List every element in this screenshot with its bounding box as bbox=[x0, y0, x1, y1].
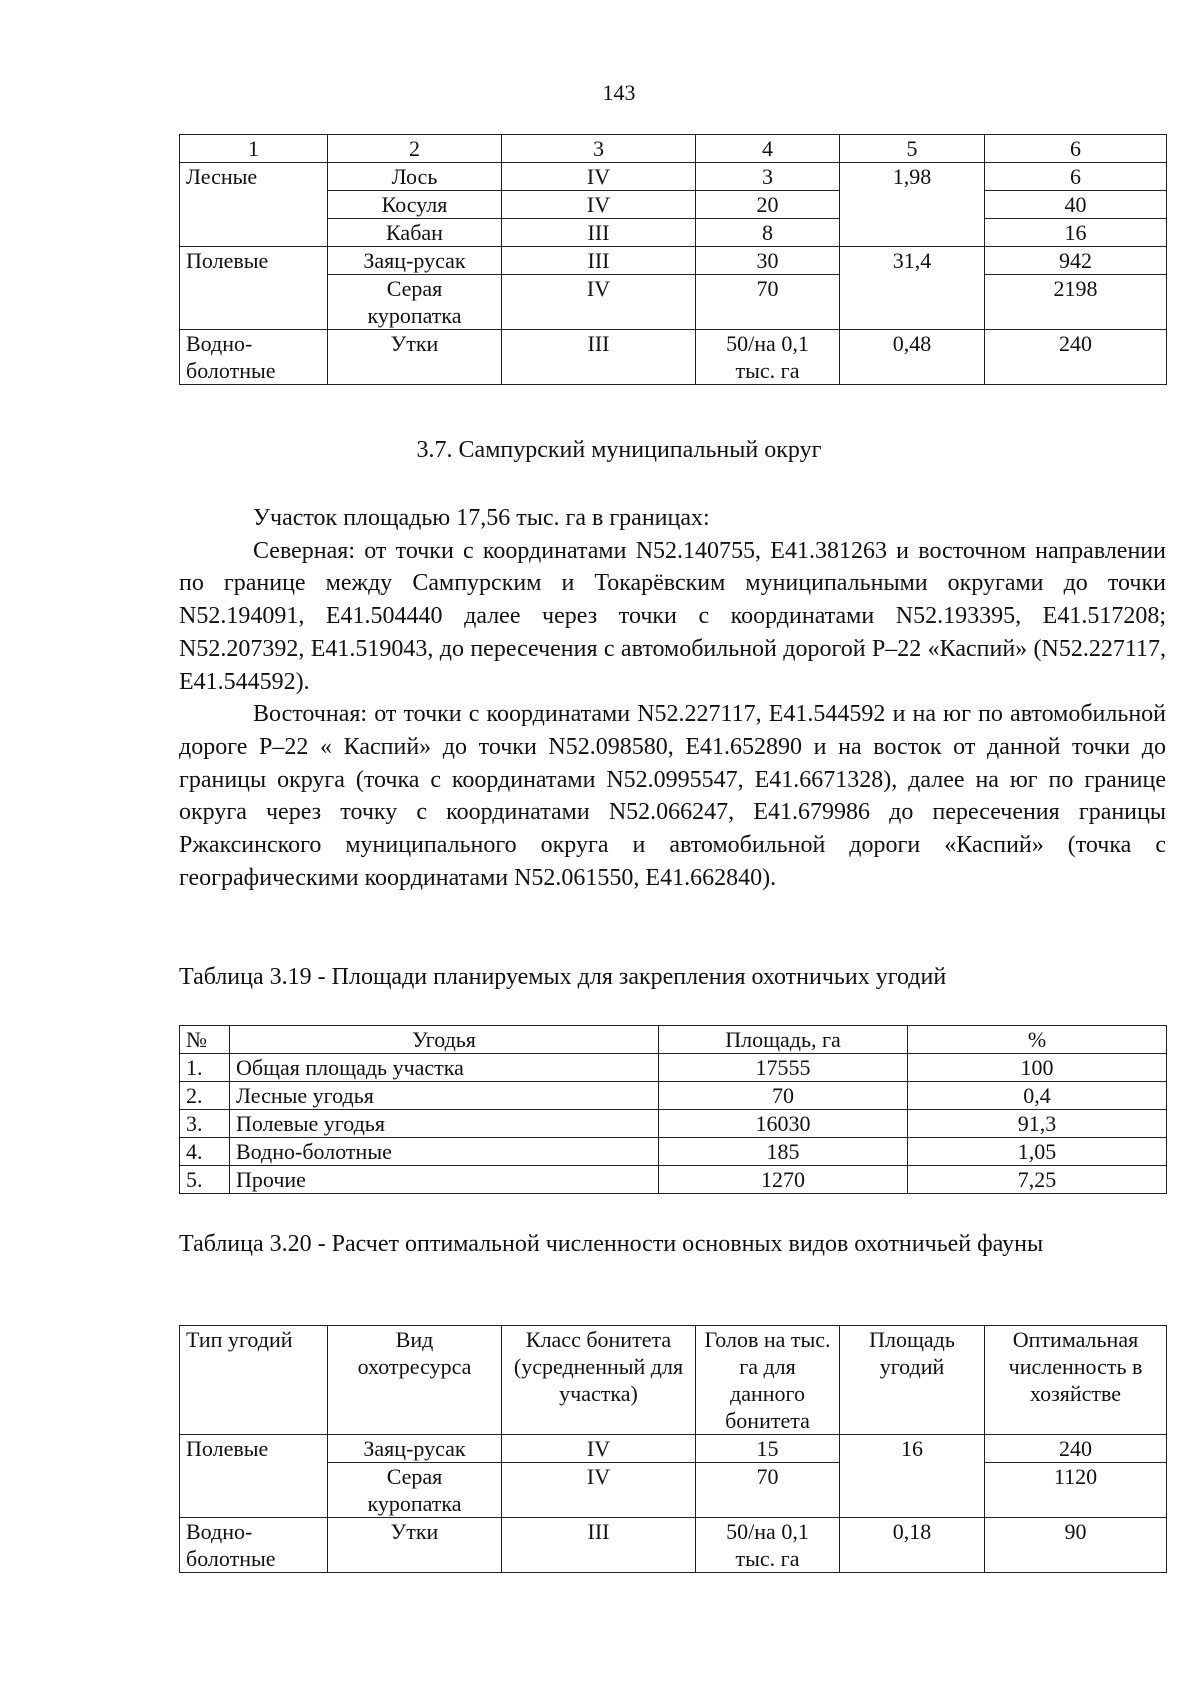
header-cell: 4 bbox=[696, 135, 840, 163]
land-cell: Полевые угодья bbox=[230, 1110, 659, 1138]
heads-cell: 70 bbox=[696, 1463, 840, 1518]
area-cell: 185 bbox=[659, 1138, 908, 1166]
table-3-19 bbox=[179, 1025, 1167, 1194]
heads-cell: 20 bbox=[696, 191, 840, 219]
table-3-19-caption: Таблица 3.19 - Площади планируемых для закрепления охотничьих угодий bbox=[179, 964, 947, 990]
land-type-cell: Водно-болотные bbox=[180, 330, 328, 385]
heads-cell: 70 bbox=[696, 275, 840, 330]
header-cell: 2 bbox=[328, 135, 502, 163]
percent-cell: 100 bbox=[908, 1054, 1167, 1082]
class-cell: III bbox=[502, 330, 696, 385]
class-cell: IV bbox=[502, 163, 696, 191]
class-cell: III bbox=[502, 219, 696, 247]
land-cell: Водно-болотные bbox=[230, 1138, 659, 1166]
optimal-cell: 40 bbox=[985, 191, 1167, 219]
percent-cell: 1,05 bbox=[908, 1138, 1167, 1166]
optimal-cell: 240 bbox=[985, 1435, 1167, 1463]
header-cell: Площадь, га bbox=[659, 1026, 908, 1054]
area-cell: 1270 bbox=[659, 1166, 908, 1194]
species-cell: Заяц-русак bbox=[328, 247, 502, 275]
paragraph: Восточная: от точки с координатами N52.227117, E41.544592 и на юг по автомобильной дороге Р–22 « Каспий» до точки N52.098580, E41.652890 и на восток от данной точки до границы округа (точка с координатами N52.0995547, E41.6671328), далее на юг по границе округа через точку с координатами N52.066247, E41.679986 до пересечения границы Ржаксинского муниципального округа и автомобильной дороги «Каспий» (точка с географическими координатами N52.061550, E41.662840). bbox=[179, 701, 1166, 891]
num-cell: 3. bbox=[180, 1110, 230, 1138]
species-cell: Косуля bbox=[328, 191, 502, 219]
body-text bbox=[179, 502, 1166, 894]
num-cell: 5. bbox=[180, 1166, 230, 1194]
num-cell: 2. bbox=[180, 1082, 230, 1110]
table-header-row bbox=[180, 135, 1167, 163]
land-type-cell: Полевые bbox=[180, 1435, 328, 1518]
area-cell: 16030 bbox=[659, 1110, 908, 1138]
header-cell: 3 bbox=[502, 135, 696, 163]
species-cell: Кабан bbox=[328, 219, 502, 247]
species-cell: Серая куропатка bbox=[328, 275, 502, 330]
table-3-20 bbox=[179, 1325, 1167, 1573]
header-cell: Тип угодий bbox=[180, 1326, 328, 1435]
table-row bbox=[180, 163, 1167, 191]
optimal-cell: 240 bbox=[985, 330, 1167, 385]
header-cell: Класс бонитета (усредненный для участка) bbox=[502, 1326, 696, 1435]
percent-cell: 7,25 bbox=[908, 1166, 1167, 1194]
species-cell: Серая куропатка bbox=[328, 1463, 502, 1518]
table-row bbox=[180, 1166, 1167, 1194]
class-cell: IV bbox=[502, 1463, 696, 1518]
table-header-row bbox=[180, 1026, 1167, 1054]
area-cell: 16 bbox=[840, 1435, 985, 1518]
paragraph: Участок площадью 17,56 тыс. га в границах: bbox=[253, 505, 710, 531]
optimal-cell: 6 bbox=[985, 163, 1167, 191]
class-cell: IV bbox=[502, 191, 696, 219]
optimal-cell: 1120 bbox=[985, 1463, 1167, 1518]
hunting-fauna-table-continued bbox=[179, 134, 1167, 385]
heads-cell: 15 bbox=[696, 1435, 840, 1463]
table-row bbox=[180, 191, 1167, 219]
table-row bbox=[180, 330, 1167, 385]
area-cell: 0,48 bbox=[840, 330, 985, 385]
num-cell: 4. bbox=[180, 1138, 230, 1166]
table-row bbox=[180, 1110, 1167, 1138]
land-cell: Лесные угодья bbox=[230, 1082, 659, 1110]
num-cell: 1. bbox=[180, 1054, 230, 1082]
land-type-cell: Лесные bbox=[180, 163, 328, 247]
header-cell: Угодья bbox=[230, 1026, 659, 1054]
header-cell: 6 bbox=[985, 135, 1167, 163]
heads-cell: 50/на 0,1 тыс. га bbox=[696, 1518, 840, 1573]
heads-cell: 8 bbox=[696, 219, 840, 247]
table-row bbox=[180, 1463, 1167, 1518]
area-cell: 70 bbox=[659, 1082, 908, 1110]
header-cell: Вид охотресурса bbox=[328, 1326, 502, 1435]
area-cell: 17555 bbox=[659, 1054, 908, 1082]
species-cell: Утки bbox=[328, 1518, 502, 1573]
area-cell: 31,4 bbox=[840, 247, 985, 330]
page-number: 143 bbox=[602, 80, 636, 105]
land-type-cell: Полевые bbox=[180, 247, 328, 330]
header-cell: % bbox=[908, 1026, 1167, 1054]
header-cell: 1 bbox=[180, 135, 328, 163]
table-row bbox=[180, 1435, 1167, 1463]
land-type-cell: Водно-болотные bbox=[180, 1518, 328, 1573]
percent-cell: 91,3 bbox=[908, 1110, 1167, 1138]
class-cell: III bbox=[502, 247, 696, 275]
species-cell: Утки bbox=[328, 330, 502, 385]
table-row bbox=[180, 1138, 1167, 1166]
optimal-cell: 942 bbox=[985, 247, 1167, 275]
optimal-cell: 2198 bbox=[985, 275, 1167, 330]
area-cell: 0,18 bbox=[840, 1518, 985, 1573]
section-heading: 3.7. Сампурский муниципальный округ bbox=[416, 437, 822, 463]
table-header-row bbox=[180, 1326, 1167, 1435]
class-cell: III bbox=[502, 1518, 696, 1573]
class-cell: IV bbox=[502, 1435, 696, 1463]
species-cell: Заяц-русак bbox=[328, 1435, 502, 1463]
table-row bbox=[180, 1054, 1167, 1082]
area-cell: 1,98 bbox=[840, 163, 985, 247]
table-row bbox=[180, 1518, 1167, 1573]
class-cell: IV bbox=[502, 275, 696, 330]
header-cell: Площадь угодий bbox=[840, 1326, 985, 1435]
table-row bbox=[180, 275, 1167, 330]
table-row bbox=[180, 1082, 1167, 1110]
optimal-cell: 90 bbox=[985, 1518, 1167, 1573]
heads-cell: 3 bbox=[696, 163, 840, 191]
land-cell: Прочие bbox=[230, 1166, 659, 1194]
heads-cell: 50/на 0,1 тыс. га bbox=[696, 330, 840, 385]
species-cell: Лось bbox=[328, 163, 502, 191]
optimal-cell: 16 bbox=[985, 219, 1167, 247]
table-row bbox=[180, 247, 1167, 275]
table-3-20-caption: Таблица 3.20 - Расчет оптимальной численности основных видов охотничьей фауны bbox=[179, 1231, 1044, 1257]
percent-cell: 0,4 bbox=[908, 1082, 1167, 1110]
header-cell: 5 bbox=[840, 135, 985, 163]
table-row bbox=[180, 219, 1167, 247]
land-cell: Общая площадь участка bbox=[230, 1054, 659, 1082]
header-cell: Голов на тыс. га для данного бонитета bbox=[696, 1326, 840, 1435]
header-cell: № bbox=[180, 1026, 230, 1054]
paragraph: Северная: от точки с координатами N52.140755, E41.381263 и восточном направлении по границе между Сампурским и Токарёвским муниципальными округами до точки N52.194091, E41.504440 далее через точки с координатами N52.193395, E41.517208; N52.207392, E41.519043, до пересечения с автомобильной дорогой Р–22 «Каспий» (N52.227117, E41.544592). bbox=[179, 537, 1166, 695]
header-cell: Оптимальная численность в хозяйстве bbox=[985, 1326, 1167, 1435]
heads-cell: 30 bbox=[696, 247, 840, 275]
